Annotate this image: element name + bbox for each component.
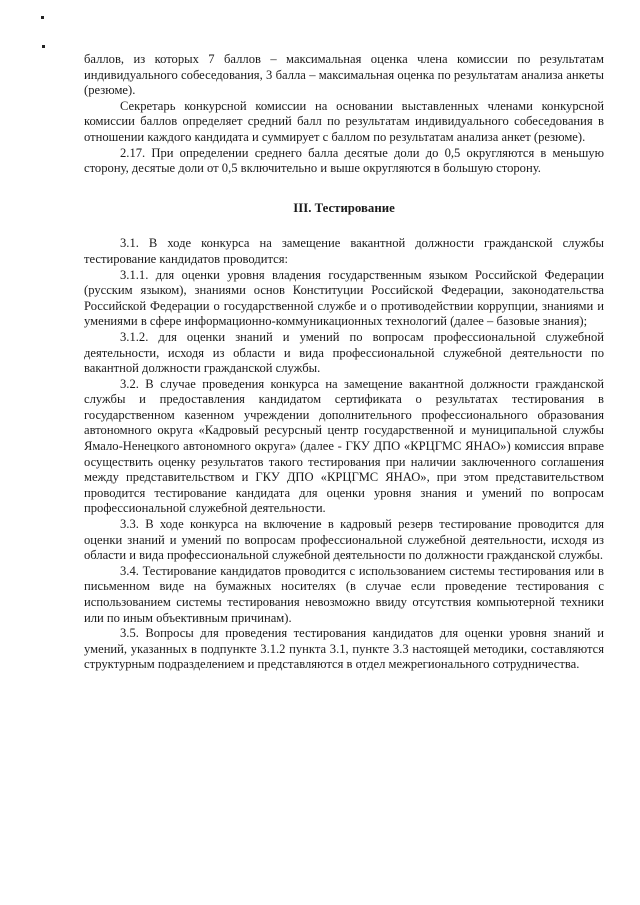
paragraph-3-5: 3.5. Вопросы для проведения тестирования кандидатов для оценки уровня знаний и умений, указанных в подпункте 3.1.2 пункта 3.1, пункте 3.3 настоящей методики, составляются структурным подразделением и представляются в отдел межрегионального сотрудничества. <box>84 626 604 672</box>
scan-mark-bottom <box>42 45 45 48</box>
paragraph-3-4: 3.4. Тестирование кандидатов проводится с использованием системы тестирования или в письменном виде на бумажных носителях (в случае если проведение тестирования с использованием системы тестирования невозможно ввиду отсутствия компьютерной техники или по иным объективным причинам). <box>84 563 604 625</box>
paragraph-scoring-continuation: баллов, из которых 7 баллов – максимальная оценка члена комиссии по результатам индивидуального собеседования, 3 балла – максимальная оценка по результатам анализа анкеты (резюме). <box>84 52 604 98</box>
paragraph-3-1-1: 3.1.1. для оценки уровня владения государственным языком Российской Федерации (русским языком), знаниями основ Конституции Российской Федерации, законодательства Российской Федерации о государственной службе и о противодействии коррупции, знаниями и умениями в сфере информационно-коммуникационных технологий (далее – базовые знания); <box>84 267 604 329</box>
scan-mark-top <box>41 16 44 19</box>
paragraph-secretary-average: Секретарь конкурсной комиссии на основании выставленных членами конкурсной комиссии баллов определяет средний балл по результатам индивидуального собеседования в отношении каждого кандидата и суммирует с баллом по результатам анализа анкет (резюме). <box>84 98 604 144</box>
paragraph-3-1-2: 3.1.2. для оценки знаний и умений по вопросам профессиональной служебной деятельности, исходя из области и вида профессиональной служебной деятельности по вакантной должности гражданской службы. <box>84 329 604 376</box>
paragraph-3-2: 3.2. В случае проведения конкурса на замещение вакантной должности гражданской службы и предоставления кандидатом сертификата о результатах тестирования в государственном казенном учреждении дополнительного профессионального образования автономного округа «Кадровый ресурсный центр государственной и муниципальной службы Ямало-Ненецкого автономного округа» (далее - ГКУ ДПО «КРЦГМС ЯНАО») комиссия вправе осуществить оценку результатов такого тестирования при наличии заключенного соглашения между представительством и ГКУ ДПО «КРЦГМС ЯНАО», при этом представительством проводится тестирование кандидата для оценки уровня знания и умений по вопросам профессиональной служебной деятельности. <box>84 376 604 516</box>
paragraph-3-1: 3.1. В ходе конкурса на замещение вакантной должности гражданской службы тестирование кандидатов проводится: <box>84 236 604 266</box>
paragraph-3-3: 3.3. В ходе конкурса на включение в кадровый резерв тестирование проводится для оценки знаний и умений по вопросам профессиональной служебной деятельности, исходя из области и вида профессиональной служебной деятельности по должности гражданской службы. <box>84 517 604 563</box>
document-body <box>84 52 604 673</box>
paragraph-2-17-rounding: 2.17. При определении среднего балла десятые доли до 0,5 округляются в меньшую сторону, десятые доли от 0,5 включительно и выше округляются в большую сторону. <box>84 145 604 176</box>
section-heading: III. Тестирование <box>293 200 395 215</box>
